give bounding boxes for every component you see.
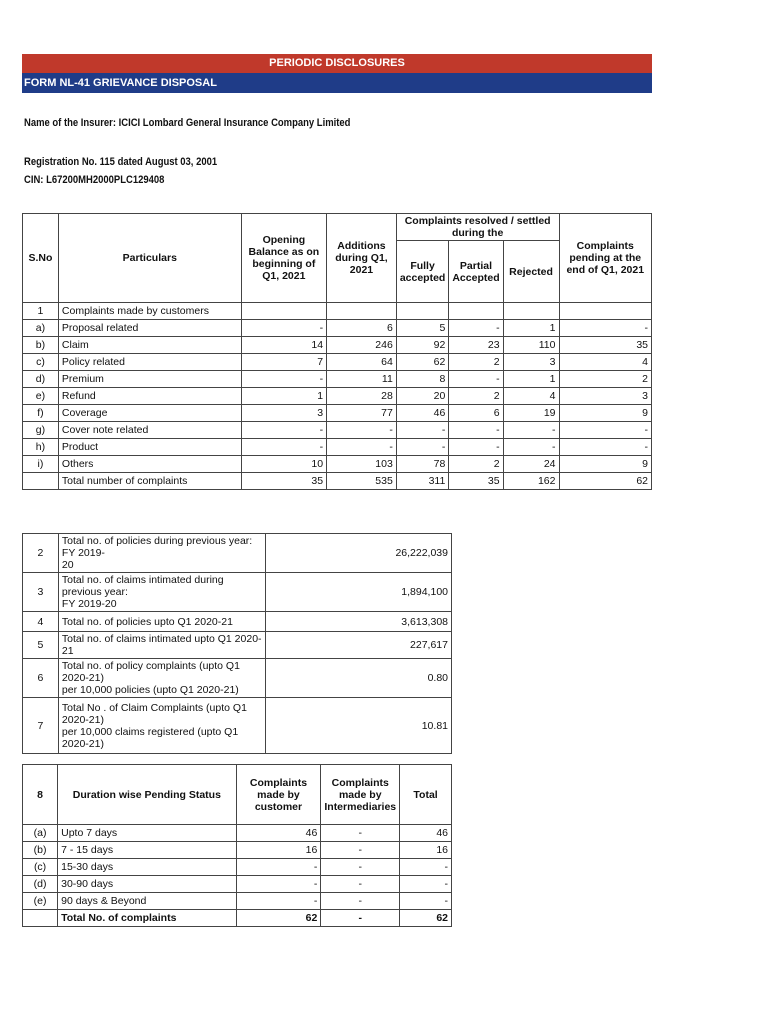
- cell-total: -: [400, 893, 452, 910]
- cell-total: 16: [400, 842, 452, 859]
- pending-status-table: [22, 764, 452, 927]
- cell-sno: i): [23, 456, 59, 473]
- cell-sno: 7: [23, 698, 59, 754]
- table-row: [23, 439, 652, 456]
- cell-rejected: 110: [503, 337, 559, 354]
- cell-partial: 2: [449, 388, 503, 405]
- cell-label: 90 days & Beyond: [58, 893, 236, 910]
- cell-opening: -: [241, 439, 326, 456]
- cell-description: [58, 534, 266, 573]
- form-title-band: FORM NL-41 GRIEVANCE DISPOSAL: [22, 73, 652, 93]
- cell-partial: -: [449, 320, 503, 337]
- table-row: [23, 534, 452, 573]
- description-line: Total No . of Claim Complaints (upto Q1 2020-21): [61, 701, 247, 726]
- cell-customer: -: [236, 876, 321, 893]
- cell-partial: -: [449, 422, 503, 439]
- description-line: per 10,000 claims registered (upto Q1 2020-21): [61, 725, 239, 750]
- registration-number: Registration No. 115 dated August 03, 2001: [24, 156, 218, 168]
- cell-partial: 6: [449, 405, 503, 422]
- cell-value: 1,894,100: [266, 573, 452, 612]
- description-line: Total no. of claims intimated during previous year:: [61, 574, 224, 598]
- cell-label: Upto 7 days: [58, 825, 236, 842]
- cell-label: 7 - 15 days: [58, 842, 236, 859]
- particulars-header: Particulars: [58, 214, 241, 303]
- cell-intermediaries: -: [321, 842, 400, 859]
- cell-fully: -: [396, 439, 449, 456]
- cell-partial: 23: [449, 337, 503, 354]
- cell-partial: 2: [449, 354, 503, 371]
- cell-value: 26,222,039: [266, 534, 452, 573]
- cell-description: [58, 612, 266, 632]
- cell-description: [58, 632, 266, 659]
- cell-sno: a): [23, 320, 59, 337]
- description-line: Total no. of policies upto Q1 2020-21: [61, 615, 233, 628]
- cell-rejected: 24: [503, 456, 559, 473]
- partial-accepted-header: Partial Accepted: [449, 241, 503, 303]
- cell-label: Cover note related: [58, 422, 241, 439]
- table-row: [23, 632, 452, 659]
- intermediaries-header: Complaints made by Intermediaries: [321, 765, 400, 825]
- cell-customer: 16: [236, 842, 321, 859]
- cell-value: 10.81: [266, 698, 452, 754]
- opening-balance-header: Opening Balance as on beginning of Q1, 2021: [241, 214, 326, 303]
- cell-additions: 246: [327, 337, 397, 354]
- cell-additions: 11: [327, 371, 397, 388]
- cell-label: 30-90 days: [58, 876, 236, 893]
- cell-additions: 103: [327, 456, 397, 473]
- cell-sno: c): [23, 354, 59, 371]
- cell-total: -: [400, 859, 452, 876]
- description-line: Total no. of claims intimated upto Q1 2020-21: [61, 633, 262, 657]
- total-header: Total: [400, 765, 452, 825]
- cell-customer: -: [236, 893, 321, 910]
- cell-fully: -: [396, 422, 449, 439]
- cell-pending: -: [559, 320, 652, 337]
- cell-total: 46: [400, 825, 452, 842]
- cell-sno: (e): [23, 893, 58, 910]
- resolved-group-header: Complaints resolved / settled during the: [396, 214, 559, 241]
- cell-sno: e): [23, 388, 59, 405]
- sno-header: S.No: [23, 214, 59, 303]
- cell-total: -: [400, 876, 452, 893]
- cell-sno: 5: [23, 632, 59, 659]
- cell-pending: 9: [559, 456, 652, 473]
- cell-partial: -: [449, 439, 503, 456]
- cell-label: Refund: [58, 388, 241, 405]
- cell-label: Policy related: [58, 354, 241, 371]
- cell-opening: -: [241, 320, 326, 337]
- pending-total-row: Total No. of complaints 62 - 62: [23, 910, 452, 927]
- cell-intermediaries: -: [321, 825, 400, 842]
- cell-rejected: 1: [503, 320, 559, 337]
- cell-intermediaries: -: [321, 876, 400, 893]
- cell-partial: 2: [449, 456, 503, 473]
- cell-customer: 46: [236, 825, 321, 842]
- cell-label: Coverage: [58, 405, 241, 422]
- pending-sno-header: 8: [23, 765, 58, 825]
- table-row: [23, 612, 452, 632]
- cell-description: [58, 659, 266, 698]
- cell-sno: g): [23, 422, 59, 439]
- table-row: [23, 388, 652, 405]
- cell-description: [58, 573, 266, 612]
- cell-label: Proposal related: [58, 320, 241, 337]
- table-row: [23, 354, 652, 371]
- cell-additions: 6: [327, 320, 397, 337]
- cell-value: 3,613,308: [266, 612, 452, 632]
- cell-pending: -: [559, 422, 652, 439]
- table-row: [23, 859, 452, 876]
- table-row: [23, 893, 452, 910]
- cell-pending: 3: [559, 388, 652, 405]
- description-line: FY 2019-20: [61, 598, 117, 610]
- section-row: 1 Complaints made by customers: [23, 303, 652, 320]
- cell-pending: 4: [559, 354, 652, 371]
- table-row: [23, 876, 452, 893]
- cell-value: 0.80: [266, 659, 452, 698]
- description-line: Total no. of policies during previous year: FY 2019-: [61, 535, 253, 559]
- periodic-disclosures-band: PERIODIC DISCLOSURES: [22, 54, 652, 73]
- fully-accepted-header: Fully accepted: [396, 241, 449, 303]
- cell-sno: 4: [23, 612, 59, 632]
- table-row: [23, 337, 652, 354]
- cell-sno: b): [23, 337, 59, 354]
- cell-description: [58, 698, 266, 754]
- table-row: [23, 456, 652, 473]
- table-row: [23, 422, 652, 439]
- complaints-table: [22, 213, 652, 490]
- cell-sno: 2: [23, 534, 59, 573]
- cell-sno: f): [23, 405, 59, 422]
- cell-opening: 14: [241, 337, 326, 354]
- rejected-header: Rejected: [503, 241, 559, 303]
- cell-label: Claim: [58, 337, 241, 354]
- cell-fully: 46: [396, 405, 449, 422]
- cin-number: CIN: L67200MH2000PLC129408: [24, 174, 165, 186]
- cell-opening: 10: [241, 456, 326, 473]
- cell-fully: 92: [396, 337, 449, 354]
- table-row: [23, 659, 452, 698]
- cell-sno: h): [23, 439, 59, 456]
- table-row: [23, 573, 452, 612]
- cell-additions: 77: [327, 405, 397, 422]
- total-row: Total number of complaints 35 535 311 35 162 62: [23, 473, 652, 490]
- customer-header: Complaints made by customer: [236, 765, 321, 825]
- cell-rejected: 19: [503, 405, 559, 422]
- cell-sno: d): [23, 371, 59, 388]
- cell-sno: 6: [23, 659, 59, 698]
- table-row: [23, 320, 652, 337]
- insurer-name: Name of the Insurer: ICICI Lombard General Insurance Company Limited: [24, 117, 351, 129]
- cell-rejected: 3: [503, 354, 559, 371]
- table-row: [23, 371, 652, 388]
- cell-intermediaries: -: [321, 893, 400, 910]
- table-row: [23, 405, 652, 422]
- cell-fully: 78: [396, 456, 449, 473]
- cell-rejected: -: [503, 422, 559, 439]
- description-line: Total no. of policy complaints (upto Q1 2020-21): [61, 660, 240, 684]
- cell-label: 15-30 days: [58, 859, 236, 876]
- cell-fully: 20: [396, 388, 449, 405]
- table-row: [23, 842, 452, 859]
- cell-additions: 28: [327, 388, 397, 405]
- cell-rejected: 1: [503, 371, 559, 388]
- cell-label: Premium: [58, 371, 241, 388]
- cell-sno: (c): [23, 859, 58, 876]
- cell-opening: -: [241, 371, 326, 388]
- pending-header: Complaints pending at the end of Q1, 2021: [559, 214, 652, 303]
- cell-rejected: 4: [503, 388, 559, 405]
- cell-opening: 7: [241, 354, 326, 371]
- statistics-table: [22, 533, 452, 754]
- cell-fully: 5: [396, 320, 449, 337]
- cell-label: Others: [58, 456, 241, 473]
- cell-rejected: -: [503, 439, 559, 456]
- cell-opening: 3: [241, 405, 326, 422]
- additions-header: Additions during Q1, 2021: [327, 214, 397, 303]
- cell-fully: 62: [396, 354, 449, 371]
- cell-sno: (b): [23, 842, 58, 859]
- cell-additions: -: [327, 422, 397, 439]
- cell-pending: -: [559, 439, 652, 456]
- cell-additions: 64: [327, 354, 397, 371]
- cell-additions: -: [327, 439, 397, 456]
- cell-opening: -: [241, 422, 326, 439]
- cell-intermediaries: -: [321, 859, 400, 876]
- table-row: [23, 698, 452, 754]
- cell-sno: 3: [23, 573, 59, 612]
- cell-pending: 2: [559, 371, 652, 388]
- cell-pending: 9: [559, 405, 652, 422]
- cell-sno: (a): [23, 825, 58, 842]
- cell-label: Product: [58, 439, 241, 456]
- cell-opening: 1: [241, 388, 326, 405]
- cell-partial: -: [449, 371, 503, 388]
- description-line: per 10,000 policies (upto Q1 2020-21): [61, 684, 239, 696]
- cell-value: 227,617: [266, 632, 452, 659]
- description-line: 20: [61, 559, 74, 571]
- cell-fully: 8: [396, 371, 449, 388]
- pending-status-header: Duration wise Pending Status: [58, 765, 236, 825]
- cell-pending: 35: [559, 337, 652, 354]
- cell-sno: (d): [23, 876, 58, 893]
- table-row: [23, 825, 452, 842]
- cell-customer: -: [236, 859, 321, 876]
